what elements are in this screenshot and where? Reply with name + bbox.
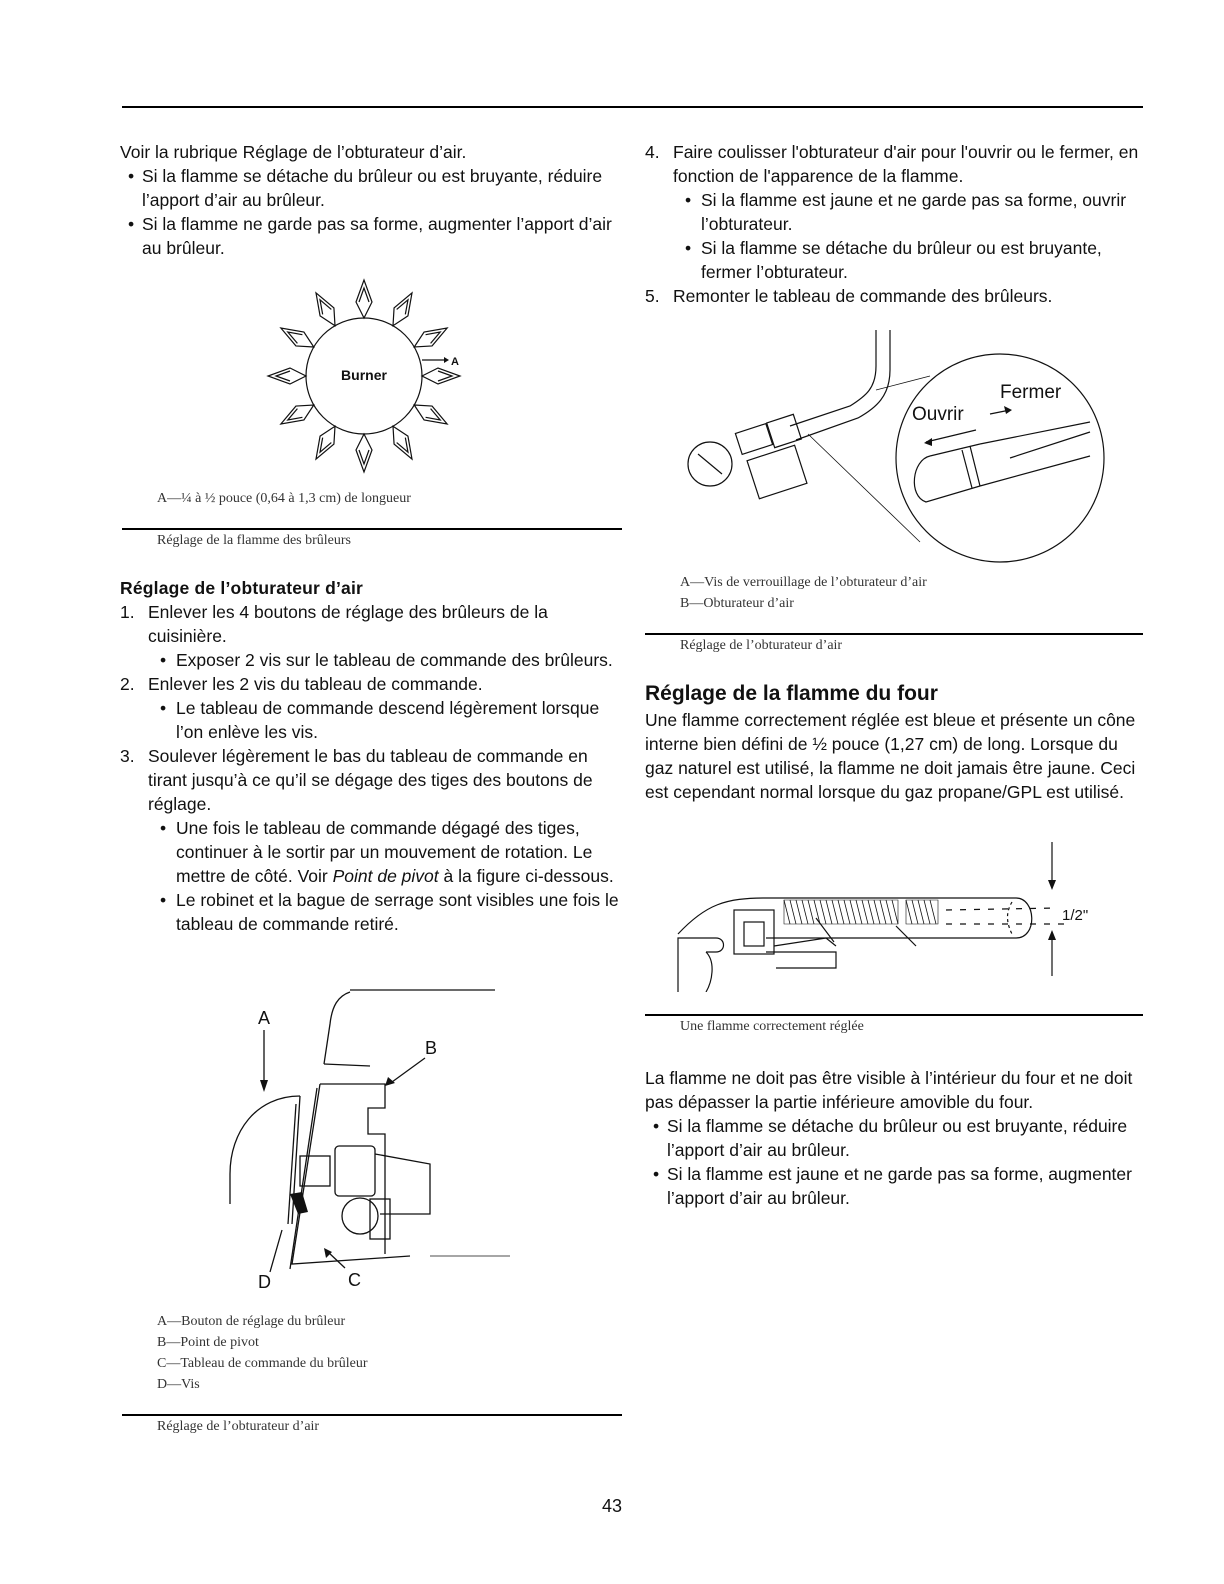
- list-item: • Si la flamme se détache du brûleur ou est bruyante, réduire l’apport d’air au brûleur.: [645, 1114, 1143, 1162]
- left-column: [120, 140, 620, 260]
- oven-flame-diagram: [676, 842, 1116, 992]
- list-item: • Si la flamme est jaune et ne garde pas sa forme, augmenter l’apport d’air au brûleur.: [645, 1162, 1143, 1210]
- figure-title: Réglage de l’obturateur d’air: [680, 638, 843, 653]
- list-item: • Une fois le tableau de commande dégagé des tiges, continuer à le sortir par un mouvement de rotation. Le mettre de côté. Voir Point de pivot à la figure ci-dessous.: [148, 816, 620, 888]
- step-text: Enlever les 4 boutons de réglage des brûleurs de la cuisinière.: [148, 602, 548, 646]
- intro-text: Voir la rubrique Réglage de l’obturateur d’air.: [120, 142, 467, 162]
- step-item: [645, 284, 1143, 308]
- ouvrir-label: Ouvrir: [912, 404, 964, 425]
- paragraph: Une flamme correctement réglée est bleue et présente un cône interne bien défini de ½ pouce (1,27 cm) de long. Lorsque du gaz naturel est utilisé, la flamme ne doit jamais être jaune. Ceci est cependant normal lorsque du gaz propane/GPL est utilisé.: [645, 710, 1136, 802]
- steps-list: [120, 600, 620, 936]
- marker-a-label: A: [451, 356, 459, 368]
- burner-flame-diagram: [250, 278, 480, 478]
- control-panel-diagram: [220, 984, 520, 1294]
- figure-title: Réglage de la flamme des brûleurs: [157, 533, 351, 548]
- step-text: Faire coulisser l'obturateur d'air pour l'ouvrir ou le fermer, en fonction de l'apparence de la flamme.: [673, 142, 1139, 186]
- list-item: • Si la flamme ne garde pas sa forme, augmenter l’apport d’air au brûleur.: [120, 212, 620, 260]
- list-item: • Si la flamme se détache du brûleur ou est bruyante, réduire l’apport d’air au brûleur.: [120, 164, 620, 212]
- step-number: 1.: [120, 602, 135, 622]
- label-a: A: [258, 1008, 271, 1028]
- list-item: • Si la flamme est jaune et ne garde pas sa forme, ouvrir l’obturateur.: [673, 188, 1143, 236]
- figure-legend: [680, 572, 927, 614]
- list-item: • Si la flamme se détache du brûleur ou est bruyante, fermer l’obturateur.: [673, 236, 1143, 284]
- oven-flame-figure: [676, 842, 1116, 992]
- step-text: Remonter le tableau de commande des brûleurs.: [673, 286, 1053, 306]
- page-number: 43: [601, 1496, 623, 1516]
- label-c: C: [348, 1270, 361, 1290]
- figure-title: Réglage de l’obturateur d’air: [157, 1419, 320, 1434]
- right-column: [645, 140, 1143, 308]
- oven-flame-section: [645, 680, 1143, 804]
- legend-item: D—Vis: [157, 1377, 200, 1392]
- air-shutter-section: [120, 576, 620, 936]
- emphasis-text: Point de pivot: [332, 866, 439, 886]
- step-number: 4.: [645, 142, 660, 162]
- step-item: [120, 672, 620, 744]
- section-subheading: Réglage de l’obturateur d’air: [120, 578, 364, 598]
- label-d: D: [258, 1272, 271, 1292]
- legend-item: C—Tableau de commande du brûleur: [157, 1356, 368, 1371]
- paragraph: La flamme ne doit pas être visible à l’intérieur du four et ne doit pas dépasser la partie inférieure amovible du four.: [645, 1068, 1133, 1112]
- step-item: [120, 600, 620, 672]
- figure-title: Une flamme correctement réglée: [680, 1019, 864, 1034]
- step-item: [120, 744, 620, 936]
- legend-item: B—Point de pivot: [157, 1335, 259, 1350]
- step-number: 3.: [120, 746, 135, 766]
- legend-item: A—Vis de verrouillage de l’obturateur d’air: [680, 575, 927, 590]
- step-item: [645, 140, 1143, 284]
- step-text: Enlever les 2 vis du tableau de commande.: [148, 674, 483, 694]
- figure-rule: [645, 1014, 1143, 1016]
- step-number: 5.: [645, 286, 660, 306]
- step-text: Soulever légèrement le bas du tableau de commande en tirant jusqu’à ce qu’il se dégage des tiges des boutons de réglage.: [148, 746, 593, 814]
- dimension-label: 1/2": [1062, 907, 1089, 924]
- list-item: • Le tableau de commande descend légèrement lorsque l’on enlève les vis.: [148, 696, 620, 744]
- figure-rule: [645, 633, 1143, 635]
- burner-label: Burner: [341, 367, 387, 383]
- top-rule: [122, 106, 1143, 108]
- step-number: 2.: [120, 674, 135, 694]
- legend-item: A—Bouton de réglage du brûleur: [157, 1314, 346, 1329]
- label-b: B: [425, 1038, 438, 1058]
- list-item: • Le robinet et la bague de serrage sont visibles une fois le tableau de commande retiré.: [148, 888, 620, 936]
- oven-flame-notes: [645, 1066, 1143, 1210]
- steps-list: [645, 140, 1143, 308]
- air-shutter-figure: [680, 326, 1120, 576]
- figure-legend: [157, 1311, 368, 1395]
- figure-rule: [122, 1414, 622, 1416]
- intro-bullets: [120, 164, 620, 260]
- figure-rule: [122, 528, 622, 530]
- list-item: • Exposer 2 vis sur le tableau de commande des brûleurs.: [148, 648, 620, 672]
- burner-flame-figure: [250, 278, 480, 478]
- control-panel-figure: [220, 984, 520, 1294]
- fermer-label: Fermer: [1000, 382, 1062, 403]
- section-heading: Réglage de la flamme du four: [645, 682, 938, 705]
- air-shutter-diagram: [680, 326, 1120, 576]
- figure-legend: A—¼ à ½ pouce (0,64 à 1,3 cm) de longueur: [157, 491, 411, 506]
- legend-item: B—Obturateur d’air: [680, 596, 794, 611]
